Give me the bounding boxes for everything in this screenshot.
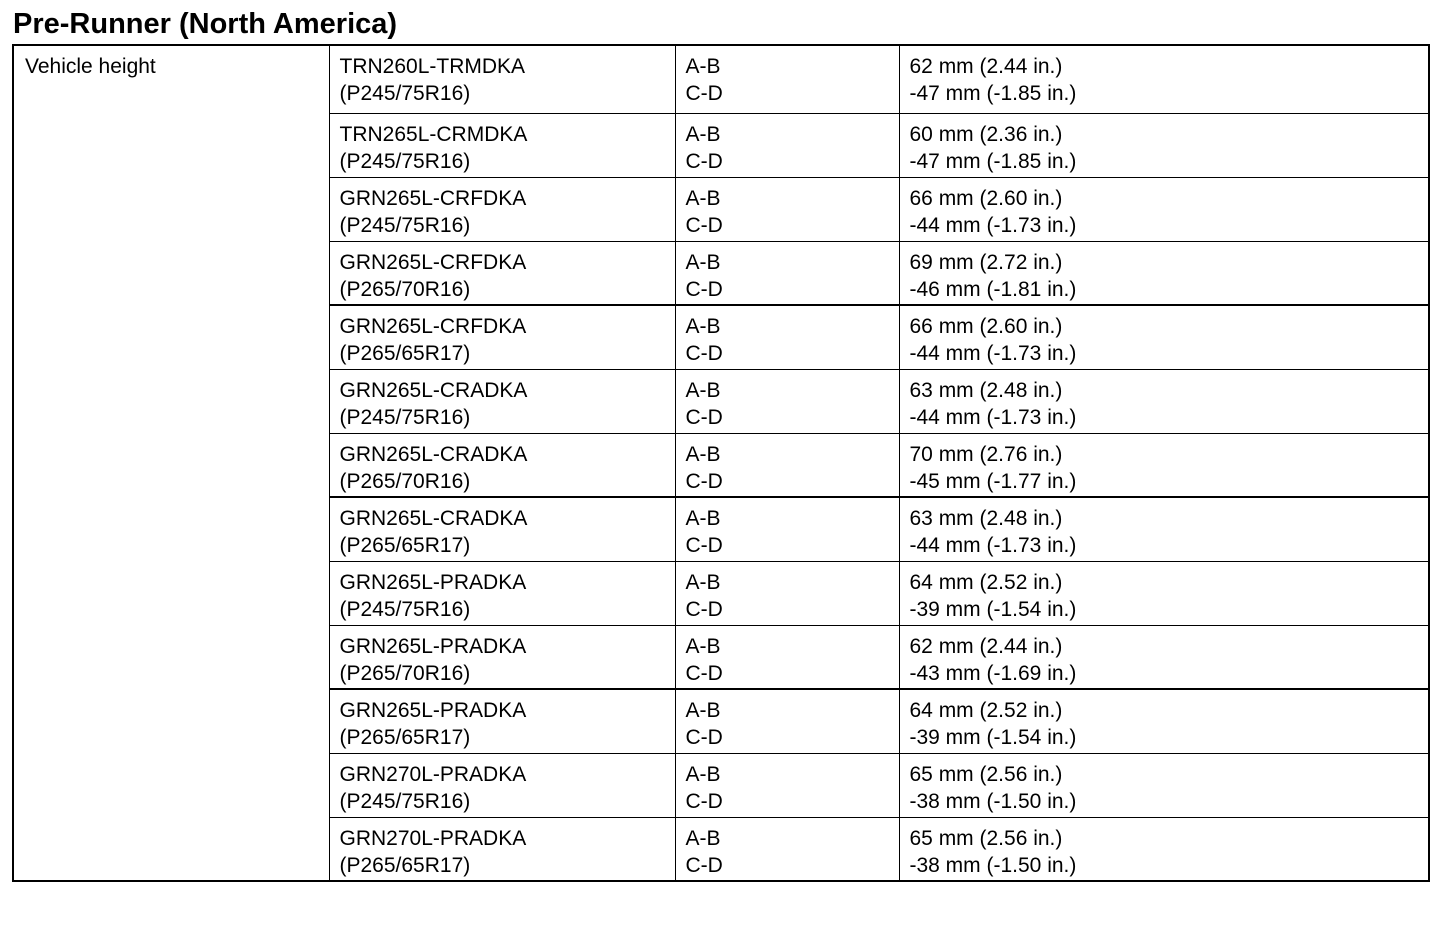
- height-value: 66 mm (2.60 in.): [909, 186, 1063, 210]
- measurement-point: A-B: [685, 122, 721, 146]
- model-code: GRN265L-PRADKA: [339, 634, 527, 658]
- model-code: GRN270L-PRADKA: [339, 762, 527, 786]
- measurement-point: A-B: [685, 762, 721, 786]
- measurement-point: A-B: [685, 186, 721, 210]
- measurement-point: C-D: [685, 342, 723, 365]
- tire-size: (P245/75R16): [339, 82, 471, 105]
- measurement-point: C-D: [685, 789, 723, 813]
- measurement-point: A-B: [685, 826, 721, 850]
- tire-size: (P245/75R16): [339, 149, 471, 173]
- model-code: GRN265L-PRADKA: [339, 570, 527, 594]
- tire-size: (P265/65R17): [339, 534, 471, 557]
- height-value: -46 mm (-1.81 in.): [909, 277, 1077, 301]
- model-code: GRN265L-CRFDKA: [339, 315, 527, 338]
- measurement-point: C-D: [685, 149, 723, 173]
- height-value: -38 mm (-1.50 in.): [909, 853, 1077, 877]
- measurement-point: A-B: [685, 570, 721, 594]
- measurement-point: A-B: [685, 699, 721, 722]
- measurement-points-cell: [675, 45, 899, 113]
- height-value: 66 mm (2.60 in.): [909, 315, 1063, 338]
- measurement-points-cell: [675, 433, 899, 497]
- tire-size: (P265/65R17): [339, 726, 471, 749]
- height-value: 62 mm (2.44 in.): [909, 55, 1063, 78]
- height-value: -44 mm (-1.73 in.): [909, 213, 1077, 237]
- measurement-point: C-D: [685, 534, 723, 557]
- height-value: -47 mm (-1.85 in.): [909, 149, 1077, 173]
- height-value: -38 mm (-1.50 in.): [909, 789, 1077, 813]
- tire-size: (P245/75R16): [339, 597, 471, 621]
- model-cell: [329, 113, 675, 177]
- measurement-point: C-D: [685, 405, 723, 429]
- measurement-point: C-D: [685, 597, 723, 621]
- height-value: -39 mm (-1.54 in.): [909, 597, 1077, 621]
- vehicle-height-spec-table: [12, 44, 1430, 882]
- height-values-cell: [899, 689, 1429, 753]
- measurement-point: A-B: [685, 442, 721, 466]
- height-value: 64 mm (2.52 in.): [909, 570, 1063, 594]
- model-cell: [329, 561, 675, 625]
- height-value: 63 mm (2.48 in.): [909, 378, 1063, 402]
- measurement-points-cell: [675, 369, 899, 433]
- model-cell: [329, 433, 675, 497]
- measurement-point: C-D: [685, 213, 723, 237]
- model-cell: [329, 689, 675, 753]
- tire-size: (P265/70R16): [339, 277, 471, 301]
- height-values-cell: [899, 625, 1429, 689]
- measurement-point: A-B: [685, 378, 721, 402]
- model-code: GRN265L-CRADKA: [339, 442, 528, 466]
- model-cell: [329, 241, 675, 305]
- model-cell: [329, 497, 675, 561]
- spec-table-body: [13, 45, 1429, 881]
- height-values-cell: [899, 45, 1429, 113]
- height-value: -47 mm (-1.85 in.): [909, 82, 1077, 105]
- measurement-point: A-B: [685, 55, 721, 78]
- tire-size: (P245/75R16): [339, 789, 471, 813]
- measurement-points-cell: [675, 753, 899, 817]
- height-values-cell: [899, 369, 1429, 433]
- measurement-points-cell: [675, 305, 899, 369]
- tire-size: (P265/65R17): [339, 853, 471, 877]
- height-values-cell: [899, 753, 1429, 817]
- height-values-cell: [899, 113, 1429, 177]
- measurement-point: C-D: [685, 853, 723, 877]
- model-code: TRN260L-TRMDKA: [339, 55, 526, 78]
- measurement-point: A-B: [685, 507, 721, 530]
- height-value: -43 mm (-1.69 in.): [909, 661, 1077, 685]
- measurement-points-cell: [675, 817, 899, 881]
- measurement-point: A-B: [685, 634, 721, 658]
- measurement-points-cell: [675, 497, 899, 561]
- model-cell: [329, 817, 675, 881]
- item-label-cell: [13, 45, 329, 881]
- height-value: 65 mm (2.56 in.): [909, 762, 1063, 786]
- measurement-points-cell: [675, 561, 899, 625]
- height-values-cell: [899, 433, 1429, 497]
- height-value: 60 mm (2.36 in.): [909, 122, 1063, 146]
- tire-size: (P265/70R16): [339, 661, 471, 685]
- height-value: 62 mm (2.44 in.): [909, 634, 1063, 658]
- height-value: 63 mm (2.48 in.): [909, 507, 1063, 530]
- tire-size: (P245/75R16): [339, 405, 471, 429]
- measurement-point: A-B: [685, 315, 721, 338]
- height-value: -44 mm (-1.73 in.): [909, 534, 1077, 557]
- measurement-point: C-D: [685, 82, 723, 105]
- height-value: 70 mm (2.76 in.): [909, 442, 1063, 466]
- model-code: GRN265L-PRADKA: [339, 699, 527, 722]
- height-values-cell: [899, 177, 1429, 241]
- tire-size: (P265/70R16): [339, 469, 471, 493]
- height-values-cell: [899, 241, 1429, 305]
- model-cell: [329, 753, 675, 817]
- model-code: TRN265L-CRMDKA: [339, 122, 528, 146]
- height-value: -44 mm (-1.73 in.): [909, 342, 1077, 365]
- measurement-points-cell: [675, 689, 899, 753]
- height-value: -45 mm (-1.77 in.): [909, 469, 1077, 493]
- height-value: -44 mm (-1.73 in.): [909, 405, 1077, 429]
- model-cell: [329, 177, 675, 241]
- height-values-cell: [899, 305, 1429, 369]
- model-code: GRN265L-CRADKA: [339, 378, 528, 402]
- measurement-point: A-B: [685, 250, 721, 274]
- tire-size: (P245/75R16): [339, 213, 471, 237]
- height-value: 69 mm (2.72 in.): [909, 250, 1063, 274]
- model-code: GRN265L-CRADKA: [339, 507, 528, 530]
- model-code: GRN265L-CRFDKA: [339, 186, 527, 210]
- table-row: [13, 45, 1429, 113]
- measurement-points-cell: [675, 241, 899, 305]
- model-cell: [329, 45, 675, 113]
- measurement-points-cell: [675, 177, 899, 241]
- measurement-point: C-D: [685, 469, 723, 493]
- height-value: 65 mm (2.56 in.): [909, 826, 1063, 850]
- model-code: GRN270L-PRADKA: [339, 826, 527, 850]
- model-code: GRN265L-CRFDKA: [339, 250, 527, 274]
- measurement-points-cell: [675, 113, 899, 177]
- height-values-cell: [899, 561, 1429, 625]
- model-cell: [329, 305, 675, 369]
- measurement-point: C-D: [685, 661, 723, 685]
- measurement-point: C-D: [685, 726, 723, 749]
- model-cell: [329, 625, 675, 689]
- measurement-points-cell: [675, 625, 899, 689]
- measurement-point: C-D: [685, 277, 723, 301]
- page-title: Pre-Runner (North America): [13, 8, 398, 40]
- tire-size: (P265/65R17): [339, 342, 471, 365]
- height-value: 64 mm (2.52 in.): [909, 699, 1063, 722]
- height-value: -39 mm (-1.54 in.): [909, 726, 1077, 749]
- item-label: Vehicle height: [25, 55, 156, 78]
- model-cell: [329, 369, 675, 433]
- height-values-cell: [899, 497, 1429, 561]
- height-values-cell: [899, 817, 1429, 881]
